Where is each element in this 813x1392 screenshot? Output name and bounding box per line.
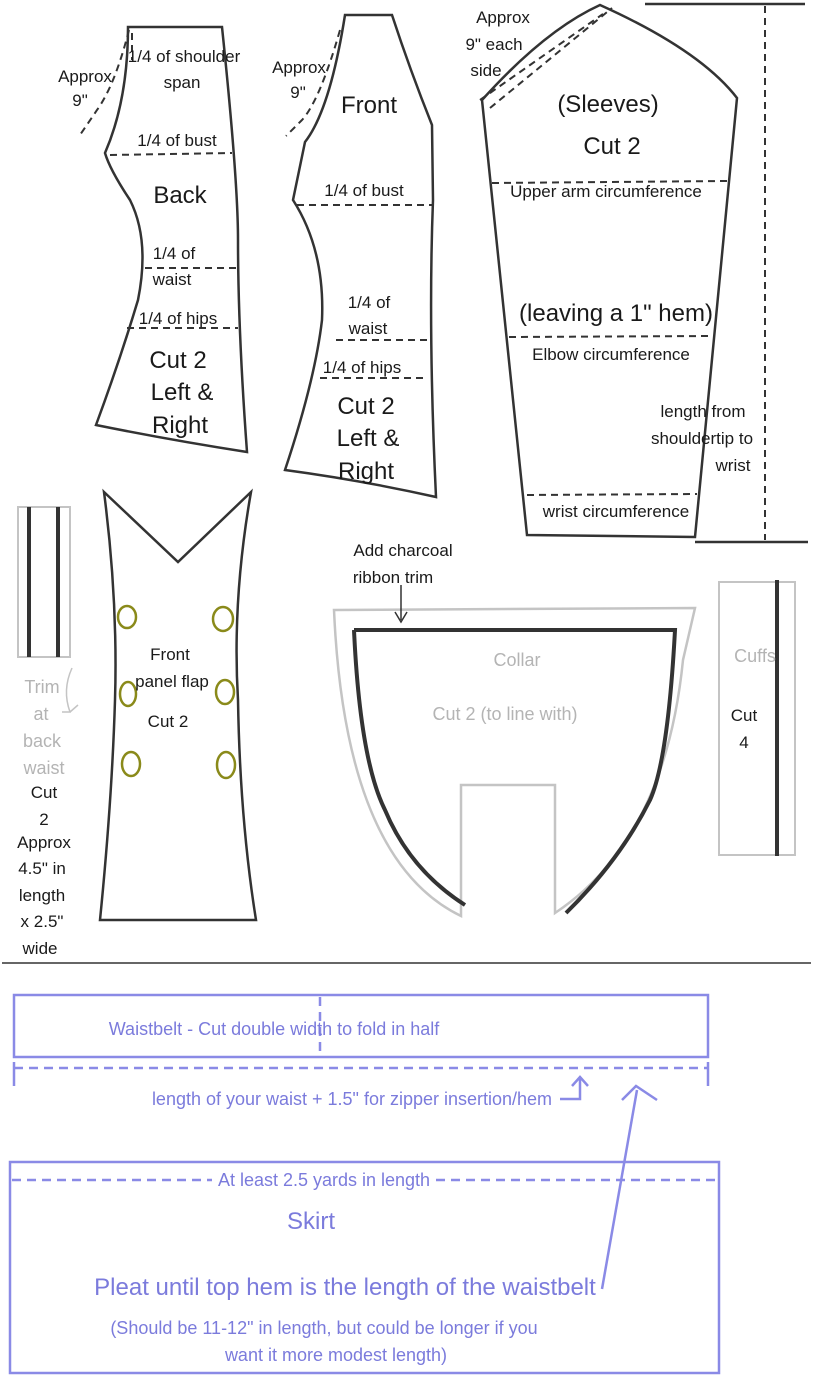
elbow-label: Elbow circumference [532, 345, 690, 364]
cuffs-pattern-piece [719, 580, 795, 856]
front-bust-label: 1/4 of bust [324, 181, 404, 200]
skirt-pattern-piece [10, 1086, 719, 1373]
trim-info-line7: wide [22, 939, 58, 958]
collar-title: Collar [493, 650, 541, 670]
button-marker [213, 607, 233, 631]
trim-label-line3: back [22, 731, 62, 751]
button-marker [122, 752, 140, 776]
sleeve-approx-line2: 9" each [465, 35, 523, 54]
waistbelt-length-label: length of your waist + 1.5" for zipper insertion/hem [151, 1089, 553, 1109]
button-marker [120, 682, 136, 706]
back-cut-line2: Left & [150, 379, 214, 406]
cuffs-cut-line2: 4 [739, 733, 749, 752]
wrist-label: wrist circumference [542, 502, 690, 521]
front-waist-line2: waist [348, 319, 388, 338]
skirt-length-label: At least 2.5 yards in length [217, 1170, 431, 1190]
front-title: Front [340, 92, 398, 119]
front-pattern-piece [272, 15, 436, 497]
sleeve-pattern-piece [465, 4, 808, 542]
skirt-pleat-instruction: Pleat until top hem is the length of the waistbelt [94, 1274, 596, 1301]
back-pattern-piece [58, 27, 247, 452]
upper-arm-label: Upper arm circumference [510, 182, 702, 201]
back-cut-line3: Right [151, 412, 209, 439]
back-shoulder-line1: 1/4 of shoulder [127, 47, 241, 66]
collar-pattern-piece [334, 541, 695, 916]
cuffs-cut-line1: Cut [730, 706, 758, 725]
front-cut-line2: Left & [336, 425, 400, 452]
sleeve-length-line1: length from [660, 402, 746, 421]
button-marker [216, 680, 234, 704]
sleeve-hem-note: (leaving a 1" hem) [519, 300, 713, 327]
collar-cut-label: Cut 2 (to line with) [432, 704, 578, 724]
flap-label-line2: panel flap [135, 672, 209, 691]
back-waist-line1: 1/4 of [152, 244, 196, 263]
back-title: Back [153, 182, 207, 209]
sleeve-length-line3: wrist [715, 456, 751, 475]
front-hips-label: 1/4 of hips [322, 358, 402, 377]
front-panel-flap-piece [100, 492, 256, 920]
front-approx-line2: 9" [290, 83, 306, 102]
trim-label-line1: Trim [24, 677, 60, 697]
button-marker [118, 606, 136, 628]
trim-info-line6: x 2.5" [20, 912, 64, 931]
skirt-title: Skirt [287, 1208, 335, 1235]
sleeve-length-line2: shouldertip to [650, 429, 754, 448]
trim-label-line2: at [33, 704, 49, 724]
cuffs-title: Cuffs [734, 646, 776, 666]
button-marker [217, 752, 235, 778]
back-hips-label: 1/4 of hips [138, 309, 218, 328]
waistbelt-pattern-piece [14, 995, 708, 1109]
trim-info-line1: Cut [30, 783, 58, 802]
trim-info-line2: 2 [39, 810, 49, 829]
back-shoulder-line2: span [163, 73, 201, 92]
trim-info-line3: Approx [17, 833, 71, 852]
back-approx-line2: 9" [72, 91, 88, 110]
front-cut-line3: Right [337, 458, 395, 485]
trim-pattern-piece [17, 507, 78, 958]
back-waist-line2: waist [152, 270, 192, 289]
sleeve-approx-line1: Approx [476, 8, 530, 27]
flap-label-line1: Front [150, 645, 190, 664]
front-waist-line1: 1/4 of [347, 293, 391, 312]
sleeve-title-line1: (Sleeves) [557, 91, 659, 118]
skirt-note-line1: (Should be 11-12" in length, but could be longer if you [110, 1318, 538, 1338]
back-bust-label: 1/4 of bust [137, 131, 217, 150]
collar-note-line2: ribbon trim [352, 568, 434, 587]
front-approx-line1: Approx [272, 58, 326, 77]
sleeve-approx-line3: side [470, 61, 502, 80]
trim-label-line4: waist [23, 758, 65, 778]
back-cut-line1: Cut 2 [149, 347, 207, 374]
collar-note-line1: Add charcoal [353, 541, 453, 560]
sleeve-title-line2: Cut 2 [583, 133, 641, 160]
waistbelt-label: Waistbelt - Cut double width to fold in half [108, 1019, 440, 1039]
front-cut-line1: Cut 2 [337, 393, 395, 420]
flap-cut-label: Cut 2 [147, 712, 189, 731]
trim-info-line4: 4.5" in [18, 859, 66, 878]
skirt-note-line2: want it more modest length) [224, 1345, 448, 1365]
back-approx-line1: Approx [58, 67, 112, 86]
trim-info-line5: length [18, 886, 66, 905]
